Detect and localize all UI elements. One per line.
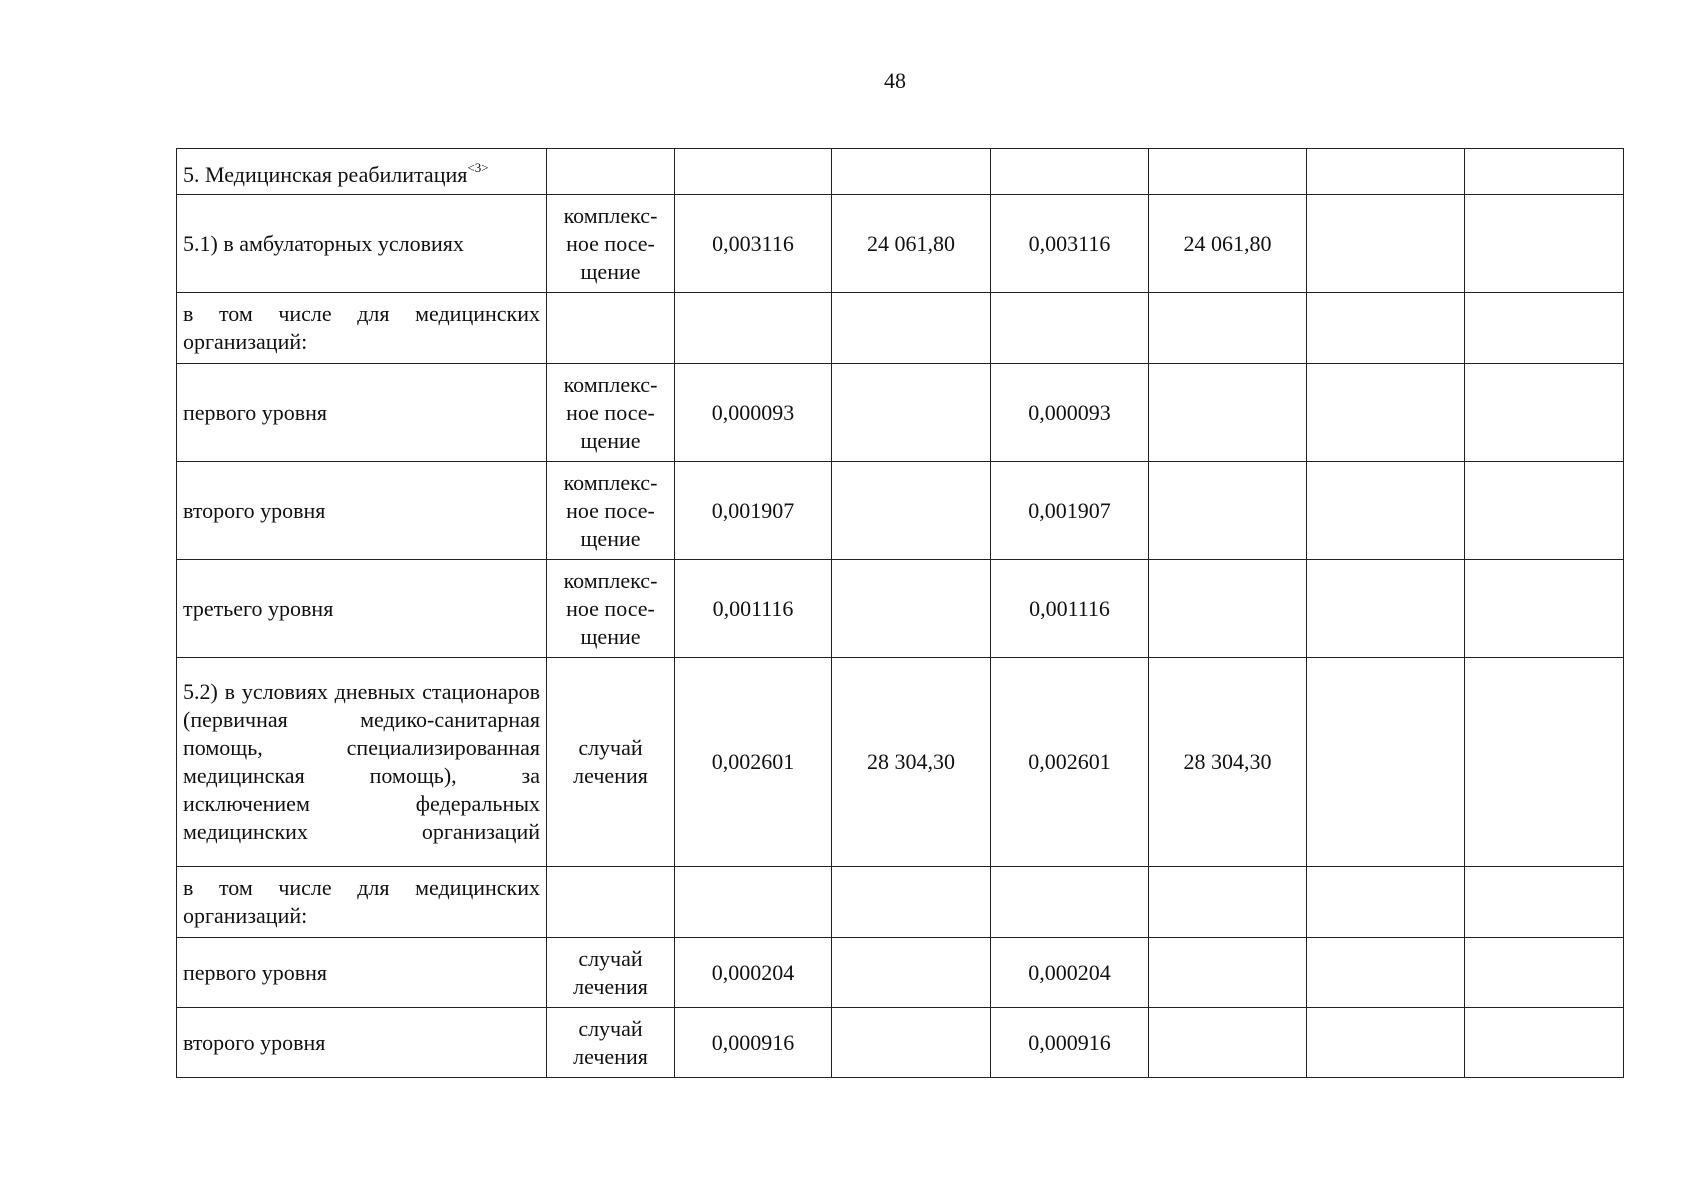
value-cell bbox=[1307, 938, 1465, 1008]
table-row bbox=[177, 938, 1624, 1008]
value-cell: 28 304,30 bbox=[1149, 658, 1307, 867]
value-cell bbox=[1307, 560, 1465, 658]
value-cell: 24 061,80 bbox=[1149, 195, 1307, 293]
value-cell bbox=[1465, 195, 1624, 293]
row-label: 5. Медицинская реабилитация$^{<3>}$ bbox=[177, 149, 547, 195]
table-row bbox=[177, 658, 1624, 867]
row-label: 5.2) в условиях дневных стационаров (первичная медико-санитарная помощь, специализированная медицинская помощь), за исключением федеральных медицинских организаций bbox=[177, 658, 547, 867]
value-cell bbox=[1465, 149, 1624, 195]
value-cell bbox=[1149, 867, 1307, 938]
unit-cell bbox=[547, 293, 675, 364]
row-label: 5.1) в амбулаторных условиях bbox=[177, 195, 547, 293]
unit-cell: случай лечения bbox=[547, 658, 675, 867]
value-cell: 0,000204 bbox=[991, 938, 1149, 1008]
unit-cell bbox=[547, 149, 675, 195]
value-cell bbox=[1465, 938, 1624, 1008]
value-cell: 0,001907 bbox=[675, 462, 832, 560]
value-cell bbox=[991, 867, 1149, 938]
value-cell bbox=[832, 364, 991, 462]
value-cell bbox=[832, 462, 991, 560]
row-label: первого уровня bbox=[177, 938, 547, 1008]
value-cell bbox=[1465, 658, 1624, 867]
unit-cell: случай лечения bbox=[547, 1008, 675, 1078]
value-cell bbox=[832, 1008, 991, 1078]
value-cell bbox=[1149, 1008, 1307, 1078]
table-row bbox=[177, 195, 1624, 293]
value-cell bbox=[832, 293, 991, 364]
value-cell bbox=[832, 867, 991, 938]
value-cell bbox=[1307, 293, 1465, 364]
unit-cell: комплекс-ное посе-щение bbox=[547, 195, 675, 293]
table-row bbox=[177, 462, 1624, 560]
value-cell bbox=[1465, 867, 1624, 938]
value-cell: 0,000093 bbox=[675, 364, 832, 462]
value-cell: 0,003116 bbox=[991, 195, 1149, 293]
value-cell bbox=[675, 293, 832, 364]
value-cell bbox=[1465, 1008, 1624, 1078]
value-cell bbox=[1307, 149, 1465, 195]
value-cell bbox=[1465, 462, 1624, 560]
value-cell bbox=[1307, 195, 1465, 293]
value-cell: 0,000093 bbox=[991, 364, 1149, 462]
value-cell bbox=[991, 293, 1149, 364]
value-cell: 0,002601 bbox=[991, 658, 1149, 867]
row-label: второго уровня bbox=[177, 462, 547, 560]
value-cell bbox=[1307, 1008, 1465, 1078]
value-cell: 0,000916 bbox=[675, 1008, 832, 1078]
value-cell bbox=[1307, 867, 1465, 938]
value-cell bbox=[832, 149, 991, 195]
value-cell bbox=[1465, 364, 1624, 462]
value-cell bbox=[675, 149, 832, 195]
table-row bbox=[177, 1008, 1624, 1078]
value-cell bbox=[1149, 938, 1307, 1008]
value-cell: 0,000204 bbox=[675, 938, 832, 1008]
value-cell bbox=[1307, 658, 1465, 867]
row-label: в том числе для медицинских организаций: bbox=[177, 293, 547, 364]
value-cell: 0,001116 bbox=[991, 560, 1149, 658]
rates-table bbox=[176, 148, 1624, 1078]
unit-cell: комплекс-ное посе-щение bbox=[547, 364, 675, 462]
row-label: в том числе для медицинских организаций: bbox=[177, 867, 547, 938]
value-cell bbox=[1465, 560, 1624, 658]
value-cell bbox=[1307, 364, 1465, 462]
value-cell: 0,001116 bbox=[675, 560, 832, 658]
value-cell bbox=[1149, 149, 1307, 195]
value-cell: 0,003116 bbox=[675, 195, 832, 293]
value-cell: 0,002601 bbox=[675, 658, 832, 867]
value-cell bbox=[1149, 293, 1307, 364]
value-cell bbox=[1149, 560, 1307, 658]
table-row bbox=[177, 867, 1624, 938]
value-cell: 24 061,80 bbox=[832, 195, 991, 293]
value-cell bbox=[1307, 462, 1465, 560]
table-row bbox=[177, 560, 1624, 658]
table-row bbox=[177, 364, 1624, 462]
value-cell bbox=[832, 938, 991, 1008]
row-label: первого уровня bbox=[177, 364, 547, 462]
value-cell bbox=[832, 560, 991, 658]
value-cell: 28 304,30 bbox=[832, 658, 991, 867]
row-label: второго уровня bbox=[177, 1008, 547, 1078]
value-cell bbox=[675, 867, 832, 938]
value-cell bbox=[991, 149, 1149, 195]
row-label: третьего уровня bbox=[177, 560, 547, 658]
value-cell: 0,001907 bbox=[991, 462, 1149, 560]
unit-cell: случай лечения bbox=[547, 938, 675, 1008]
table-row bbox=[177, 149, 1624, 195]
footnote-ref: <3> bbox=[467, 160, 489, 175]
unit-cell: комплекс-ное посе-щение bbox=[547, 462, 675, 560]
unit-cell: комплекс-ное посе-щение bbox=[547, 560, 675, 658]
value-cell: 0,000916 bbox=[991, 1008, 1149, 1078]
table-row bbox=[177, 293, 1624, 364]
value-cell bbox=[1465, 293, 1624, 364]
page-number: 48 bbox=[884, 68, 906, 93]
unit-cell bbox=[547, 867, 675, 938]
value-cell bbox=[1149, 364, 1307, 462]
value-cell bbox=[1149, 462, 1307, 560]
